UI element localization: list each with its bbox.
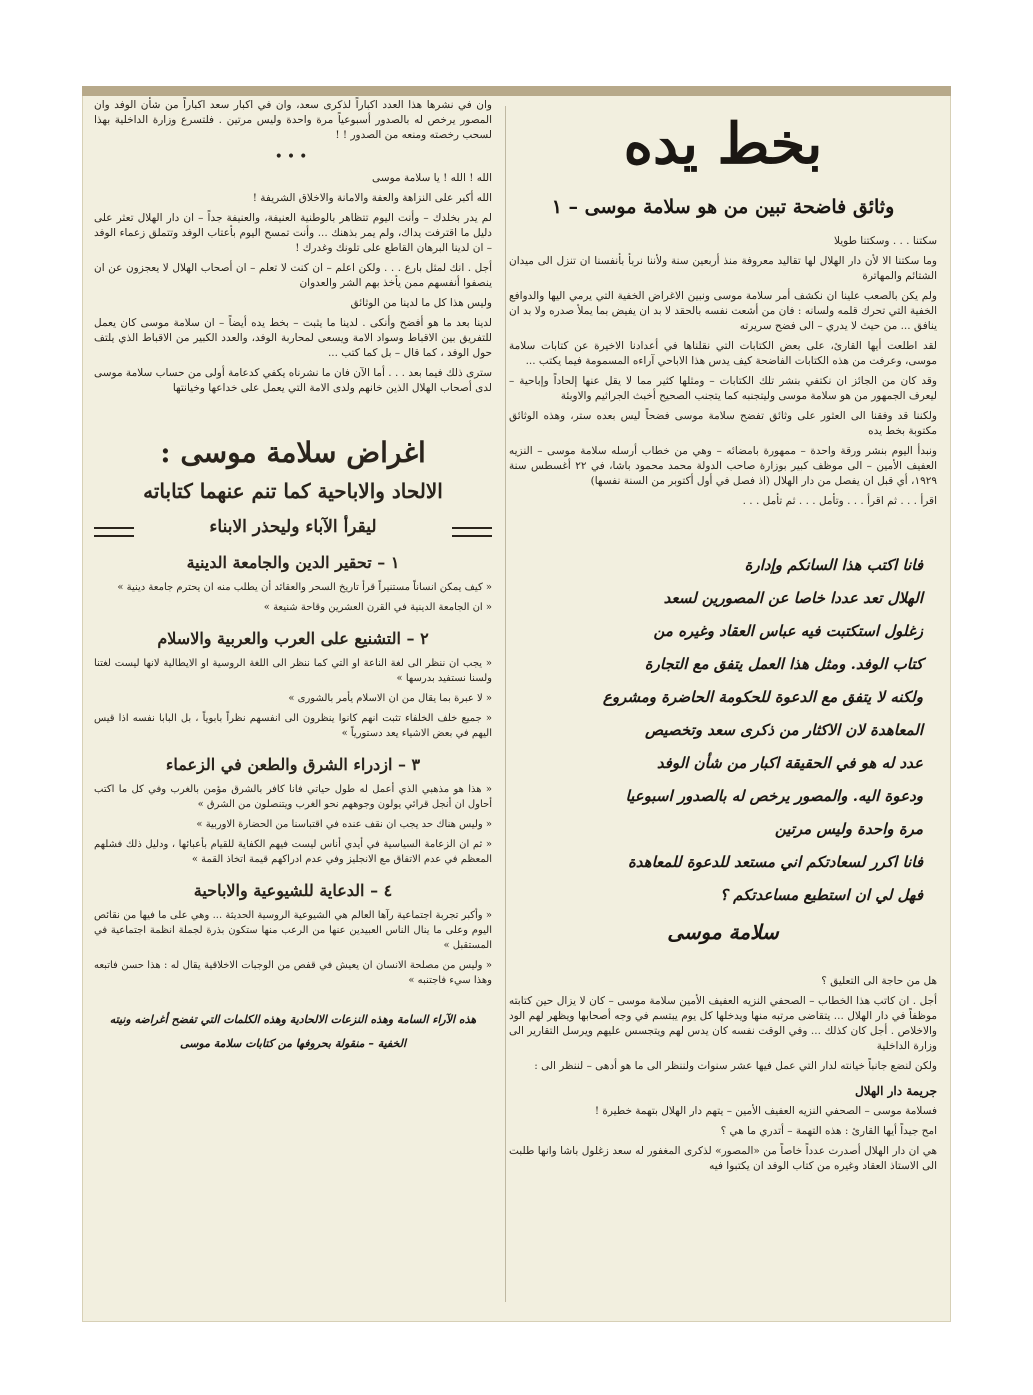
handwriting-line: فانا اكتب هذا السانكم وإدارة: [744, 556, 923, 574]
article-paragraph: وقد كان من الجائز ان نكتفي بنشر تلك الكتابات – ومثلها كثير مما لا يقل عنها إلحاداً وإباحية – ليعرف الجمهور من هو سلامة موسى وليتجنبه كما يتجنب الصحيح أخبث الجراثيم والاوبئة: [509, 375, 937, 402]
handwritten-letter: [509, 549, 937, 944]
handwriting-line: المعاهدة لان الاكثار من ذكرى سعد وتخصيص: [645, 721, 923, 739]
quote-item: « ثم ان الزعامة السياسية في أيدي أناس ليست فيهم الكفاية للقيام بأعبائها ، ودليل ذلك فشلهم المعظم في عدم الاتفاق مع الانجليز وفي عدم ادراكهم قيمة اتخاذ القمة »: [94, 839, 492, 865]
feature-subtitle: الالحاد والاباحية كما تنم عنهما كتاباته: [143, 479, 443, 503]
handwriting-line: فهل لي ان استطيع مساعدتكم ؟: [719, 886, 923, 904]
quote-item: « وليس هناك حد يجب ان نقف عنده في اقتباسنا من الحضارة الاوربية »: [196, 819, 492, 830]
section-heading: ٤ – الدعاية للشيوعية والاباحية: [193, 881, 393, 900]
article-paragraph: لقد اطلعت أيها القارئ، على بعض الكتابات التي نقلناها في أعدادنا الاخيرة عن كتابات سلامة موسى، وعرفت من هذه الكتابات الفاضحة كيف يدس هذا الاباحي آراءه المسمومة فيما يكتب ...: [509, 340, 937, 367]
article-paragraph: هل من حاجة الى التعليق ؟: [821, 975, 937, 987]
feature-banner: ليقرأ الآباء وليحذر الابناء: [94, 517, 492, 537]
article-paragraph: امح جيداً أيها القارئ : هذه التهمة – أتدري ما هي ؟: [720, 1125, 937, 1137]
article-paragraph: ولكننا قد وفقنا الى العثور على وثائق تفضح سلامة موسى فضحاً ليس بعده ستر، وهذه الوثائق مكتوبة بخط يده: [509, 410, 937, 437]
article-paragraph: ولكن لنضع جانباً خيانته لدار التي عمل فيها عشر سنوات ولننظر الى ما هو أدهى – لننظر الى :: [534, 1060, 937, 1072]
right-column: [509, 98, 937, 1312]
handwriting-line: ولكنه لا يتفق مع الدعوة للحكومة الحاضرة ومشروع: [602, 688, 923, 706]
quote-item: « جميع خلف الخلفاء تثبت انهم كانوا ينظرون الى انفسهم نظراً بابوياً ، بل البابا نفسه اذا قيس اليهم في بعض الاشياء يعد دستورياً »: [94, 713, 492, 739]
article-paragraph: الله أكبر على النزاهة والعفة والامانة والاخلاق الشريفة !: [252, 192, 492, 204]
quote-item: « ان الجامعة الدينية في القرن العشرين وقاحة شنيعة »: [263, 602, 492, 613]
article-paragraph: لدينا بعد ما هو أفضح وأنكى . لدينا ما يثبت – بخط يده أيضاً – ان سلامة موسى كان يعمل للتفريق بين الاقباط وسواد الامة ويسعى لمحاربة الوفد، والعدد الكبير من الاقباط الذي يلتف حول الوفد ، كما قال – بل كما كتب ...: [94, 317, 492, 359]
article-paragraph: هي ان دار الهلال أصدرت عدداً خاصاً من «المصور» لذكرى المغفور له سعد زغلول باشا وانها طلبت الى الاستاذ العقاد وغيره من كتاب الوفد ان يكتبوا فيه: [509, 1145, 937, 1172]
quote-item: « كيف يمكن انساناً مستنيراً قرأ تاريخ السحر والعقائد أن يطلب منه ان يحترم جامعة دينية »: [117, 582, 492, 593]
article-paragraph: أجل . ان كاتب هذا الخطاب – الصحفي النزيه العفيف الأمين سلامة موسى – كان لا يزال حين كتابته موظفاً في دار الهلال ... يتقاضى مرتبه منها ويدخلها كل يوم يبتسم في وجه أصحابها ويظهر لهم الود والاخلاص . أجل كان كذلك ... وفي الوقت نفسه كان يدس لهم ويتجسس عليهم ويرسل التقارير الى وزارة الداخلية: [509, 995, 937, 1052]
quote-item: « وأكبر تجربة اجتماعية رآها العالم هي الشيوعية الروسية الحديثة ... وهي على ما فيها من نقائص اليوم وعلى ما ينال الناس العبيدين عنها من الرعب منها ستكون بذرة لجملة انظمة اجتماعية في المستقبل »: [94, 910, 492, 951]
article-paragraph: لم يدر بخلدك – وأنت اليوم تتظاهر بالوطنية العنيفة، والعنيفة جداً – ان دار الهلال تعثر على دليل ما اقترفت يداك، ولم يمر بذهنك ... وأنت تمسح اليوم بأعتاب الوفد وتتملق زعماء الوفد – ان لدينا البرهان القاطع على تلونك وغدرك !: [94, 212, 492, 254]
article-paragraph: ولم يكن بالصعب علينا ان نكشف أمر سلامة موسى ونبين الاغراض الخفية التي يرمي اليها والدوافع الخفية التي تحرك قلمه ولسانه : فان من أشعت نفسه بالحقد لا بد ان يفيض بما يملأ صدره ولا بد ان ينافق ... من حيث لا يدري – الى فضح سريرته: [509, 290, 937, 332]
quote-item: « وليس من مصلحة الانسان ان يعيش في قفص من الوجبات الاخلاقية يقال له : هذا حسن فاتبعه وهذا سيء فاجتنبه »: [94, 960, 492, 986]
article-paragraph: فسلامة موسى – الصحفي النزيه العفيف الأمين – يتهم دار الهلال بتهمة خطيرة !: [594, 1105, 937, 1117]
quote-item: « هذا هو مذهبي الذي أعمل له طول حياتي فانا كافر بالشرق مؤمن بالغرب وفي كل ما اكتب أحاول ان أنجل قرائي يولون وجوههم نحو الغرب ويتنصلون من الشرق »: [94, 784, 492, 810]
article-paragraph: ونبدأ اليوم بنشر ورقة واحدة – ممهورة بامضائه – وهي من خطاب أرسله سلامة موسى – النزيه العفيف الأمين – الى موظف كبير بوزارة صاحب الدولة محمد محمود باشا، في ٢٢ أغسطس سنة ١٩٢٩، أي قبل ان يفصل من دار الهلال (اذ فصل في أول أكتوبر من السنة نفسها): [509, 445, 937, 487]
quote-item: « لا عبرة بما يقال من ان الاسلام يأمر بالشورى »: [288, 693, 492, 704]
handwriting-line: كتاب الوفد. ومثل هذا العمل يتفق مع التجارة: [644, 655, 923, 673]
article-paragraph: سترى ذلك فيما بعد . . . أما الآن فان ما نشرناه يكفي كدعامة أولى من حساب سلامة موسى لدى أصحاب الهلال الذين خانهم ولدى الامة التي يعمل على خداعها وخيانتها: [94, 367, 492, 394]
article-paragraph: سكتنا . . . وسكتنا طويلا: [833, 235, 937, 247]
section-heading: ٣ – ازدراء الشرق والطعن في الزعماء: [165, 755, 421, 774]
newspaper-page: [82, 86, 951, 1322]
handwriting-line: الهلال تعد عددا خاصا عن المصورين لسعد: [663, 589, 923, 607]
article-paragraph: اقرأ . . . ثم اقرأ . . . وتأمل . . . ثم تأمل . . .: [742, 495, 937, 507]
handwriting-line: مرة واحدة وليس مرتين: [774, 820, 923, 838]
subheadline: وثائق فاضحة تبين من هو سلامة موسى – ١: [551, 196, 895, 218]
article-paragraph: وان في نشرها هذا العدد اكباراً لذكرى سعد، وان في اكبار سعد اكباراً من شأن الوفد وان المصور يرخص له بالصدور أسبوعياً مرة واحدة وليس مرتين . فلتسرع وزارة الداخلية بهذا لسحب رخصته ومنعه من الصدور ! !: [94, 99, 492, 141]
article-paragraph: أجل . انك لمثل بارع . . . ولكن اعلم – ان كنت لا تعلم – ان أصحاب الهلال لا يعجزون عن ان ينصفوا أنفسهم ممن يأخذ بهم الشر والعدوان: [94, 262, 492, 289]
separator-stars: •••: [274, 149, 312, 165]
section-heading: ٢ – التشنيع على العرب والعربية والاسلام: [157, 629, 429, 648]
left-column: [94, 98, 492, 1312]
handwriting-line: زغلول استكتبت فيه عباس العقاد وغيره من: [653, 622, 923, 640]
handwriting-line: فانا اكرر لسعادتكم اني مستعد للدعوة للمعاهدة: [627, 853, 923, 871]
article-paragraph: وما سكتنا الا لأن دار الهلال لها تقاليد معروفة منذ أربعين سنة ولأننا نربأ بأنفسنا ان تنزل الى ميدان الشتائم والمهاترة: [509, 255, 937, 282]
section-heading: ١ – تحقير الدين والجامعة الدينية: [186, 553, 400, 572]
handwriting-line: عدد له هو في الحقيقة اكبار من شأن الوفد: [656, 754, 923, 772]
section-heading: جريمة دار الهلال: [855, 1084, 937, 1098]
column-divider: [505, 106, 506, 1302]
handwriting-line: ودعوة اليه. والمصور يرخص له بالصدور اسبوعيا: [625, 787, 923, 805]
footer-note: هذه الآراء السامة وهذه النزعات الالحادية وهذه الكلمات التي تفضح أغراضه ونيته الخفية – منقولة بحروفها من كتابات سلامة موسى: [109, 1013, 477, 1050]
signature: سلامة موسى: [667, 920, 779, 944]
feature-title: اغراض سلامة موسى :: [160, 436, 426, 469]
masthead: بخط يده: [623, 111, 823, 177]
article-paragraph: وليس هذا كل ما لدينا من الوثائق: [350, 297, 492, 309]
article-paragraph: الله ! الله ! يا سلامة موسى: [372, 172, 492, 184]
quote-item: « يجب ان ننظر الى لغة الناعة او التي كما ننظر الى اللغة الروسية او الايطالية لانها ليست لغتنا ولسنا نستفيد بدرسها »: [94, 658, 492, 684]
